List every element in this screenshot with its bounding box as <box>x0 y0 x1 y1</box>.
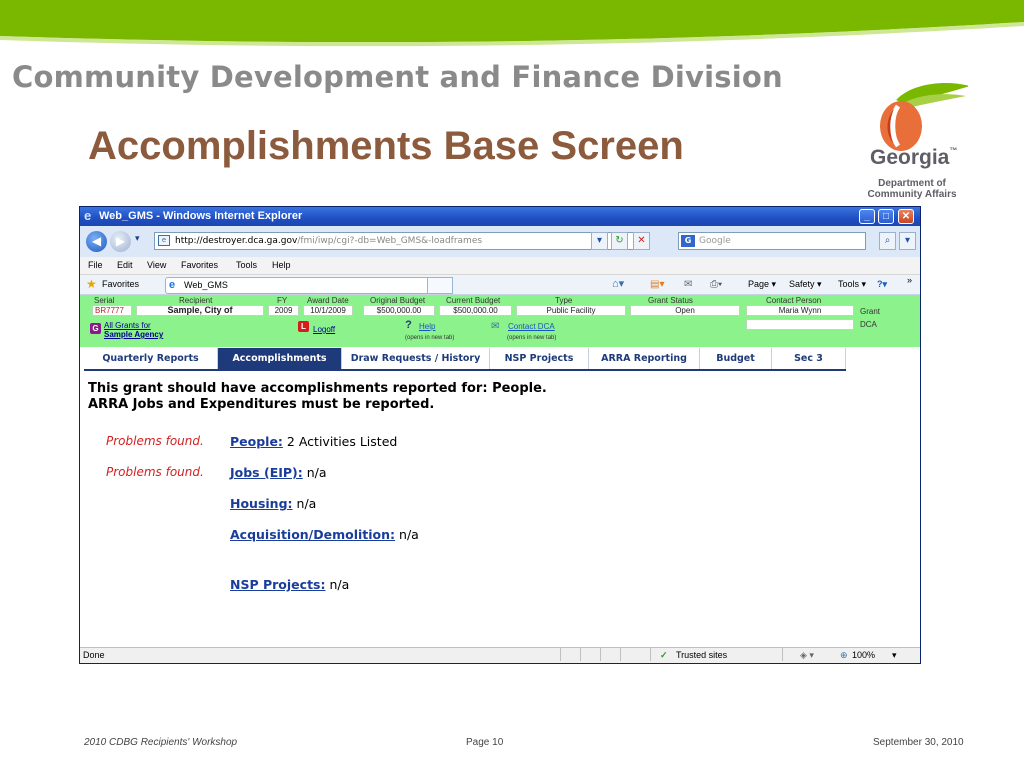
green-swoosh-banner <box>0 0 1024 60</box>
slide-title: Accomplishments Base Screen <box>88 124 684 168</box>
back-arrow-icon[interactable]: ◀ <box>86 231 107 252</box>
row-housing <box>230 496 316 511</box>
help-icon[interactable]: ?▾ <box>877 279 888 289</box>
zoom-level[interactable]: 100% <box>852 650 876 660</box>
window-title: Web_GMS - Windows Internet Explorer <box>99 210 303 222</box>
page-icon: e <box>158 235 170 246</box>
mail-icon[interactable]: ✉ <box>684 279 693 290</box>
search-icon[interactable]: ⌕ <box>879 232 896 250</box>
search-input[interactable] <box>678 232 866 250</box>
contact-dca-link[interactable]: Contact DCA <box>508 322 555 331</box>
logo-wordmark <box>870 146 957 170</box>
tab-accomplishments[interactable]: Accomplishments <box>218 348 342 369</box>
menu-edit[interactable]: Edit <box>117 260 133 270</box>
header-fy: FY <box>277 296 288 305</box>
search-placeholder: Google <box>699 236 731 246</box>
logoff-icon[interactable]: L <box>298 321 309 332</box>
people-value: 2 Activities Listed <box>286 434 398 449</box>
ie-logo-icon: e <box>84 208 92 223</box>
menu-help[interactable]: Help <box>272 260 291 270</box>
tab-strip <box>80 347 920 370</box>
all-grants-link-line1[interactable]: All Grants for <box>104 321 151 330</box>
browser-tab[interactable] <box>165 277 453 294</box>
address-input[interactable] <box>154 232 646 250</box>
favorites-button[interactable]: Favorites <box>102 279 140 289</box>
logoff-link[interactable]: Logoff <box>313 325 336 334</box>
original-budget-field: $500,000.00 <box>363 305 435 316</box>
footer-workshop: 2010 CDBG Recipients' Workshop <box>84 737 238 748</box>
ie-browser-window <box>79 206 921 664</box>
home-icon[interactable]: ⌂▾ <box>612 278 625 290</box>
status-divider <box>620 648 621 661</box>
tab-sec3[interactable]: Sec 3 <box>772 348 846 369</box>
envelope-icon: ✉ <box>491 321 500 332</box>
contact-extra-field <box>746 319 854 330</box>
history-dropdown-icon[interactable]: ▾ <box>135 234 140 244</box>
accomplishments-content <box>80 371 920 647</box>
forward-arrow-icon[interactable]: ▶ <box>110 231 131 252</box>
menu-bar <box>80 257 920 275</box>
safety-menu[interactable]: Safety ▾ <box>789 279 822 289</box>
contact-person-field: Maria Wynn <box>746 305 854 316</box>
logo-word-text: Georgia <box>870 146 950 169</box>
grant-info-panel <box>80 295 920 347</box>
tools-menu[interactable]: Tools ▾ <box>838 279 867 289</box>
acquisition-demolition-link[interactable]: Acquisition/Demolition: <box>230 527 396 542</box>
status-bar <box>80 647 920 663</box>
housing-link[interactable]: Housing: <box>230 496 293 511</box>
browser-tab-label: Web_GMS <box>184 280 228 290</box>
tab-nsp-projects[interactable]: NSP Projects <box>490 348 589 369</box>
nsp-projects-link[interactable]: NSP Projects: <box>230 577 326 592</box>
zoom-dropdown-icon[interactable]: ▾ <box>892 650 897 660</box>
zoom-icon[interactable]: ⊕ <box>840 650 848 660</box>
logo-department <box>860 178 964 200</box>
stop-icon[interactable]: ✕ <box>633 232 650 250</box>
row-acquisition <box>230 527 419 542</box>
url-domain: http://destroyer.dca.ga.gov <box>175 236 298 246</box>
print-icon[interactable]: ⎙▾ <box>710 279 723 290</box>
tab-budget[interactable]: Budget <box>700 348 772 369</box>
header-serial: Serial <box>94 296 115 305</box>
menu-favorites[interactable]: Favorites <box>181 260 219 270</box>
header-original-budget: Original Budget <box>370 296 426 305</box>
favorites-bar <box>80 275 920 295</box>
message-line2: ARRA Jobs and Expenditures must be reported. <box>88 397 435 412</box>
problem-label-people: Problems found. <box>106 434 204 448</box>
all-grants-link-line2[interactable]: Sample Agency <box>104 330 164 339</box>
footer-page: Page 10 <box>466 737 504 748</box>
new-tab-button[interactable] <box>427 277 453 294</box>
fy-field: 2009 <box>268 305 299 316</box>
protected-mode-icon[interactable]: ◈ ▾ <box>800 650 814 660</box>
status-text: Done <box>83 650 105 660</box>
tab-quarterly-reports[interactable]: Quarterly Reports <box>84 348 218 369</box>
people-link[interactable]: People: <box>230 434 283 449</box>
window-titlebar[interactable] <box>80 207 920 226</box>
row-people <box>230 434 397 449</box>
accomplishments-message <box>88 381 547 413</box>
footer-date: September 30, 2010 <box>873 737 964 748</box>
message-line1: This grant should have accomplishments reported for: People. <box>88 381 547 396</box>
security-zone[interactable]: Trusted sites <box>676 650 728 660</box>
status-divider <box>580 648 581 661</box>
page-menu[interactable]: Page ▾ <box>748 279 777 289</box>
minimize-button[interactable]: _ <box>859 209 875 224</box>
status-divider <box>650 648 651 661</box>
menu-file[interactable]: File <box>88 260 103 270</box>
favorites-star-icon[interactable]: ★ <box>86 277 97 291</box>
logo-tm: ™ <box>949 146 958 155</box>
chevron-more-icon[interactable]: » <box>907 275 913 285</box>
feeds-icon[interactable]: ▤▾ <box>650 279 665 290</box>
close-window-button[interactable]: ✕ <box>898 209 914 224</box>
tab-draw-requests[interactable]: Draw Requests / History <box>342 348 490 369</box>
url-path: /fmi/iwp/cgi?-db=Web_GMS&-loadframes <box>297 236 483 246</box>
help-question-icon: ? <box>405 319 412 331</box>
grant-status-field: Open <box>630 305 740 316</box>
header-award-date: Award Date <box>307 296 349 305</box>
address-dropdown-icon[interactable]: ▾ <box>591 232 608 250</box>
menu-view[interactable]: View <box>147 260 167 270</box>
contact-subtext: (opens in new tab) <box>507 335 557 341</box>
google-icon: G <box>681 235 695 247</box>
logo-dept-line2: Community Affairs <box>867 189 957 200</box>
division-heading: Community Development and Finance Division <box>12 60 783 94</box>
header-current-budget: Current Budget <box>446 296 501 305</box>
menu-tools[interactable]: Tools <box>236 260 258 270</box>
acquisition-value: n/a <box>399 527 419 542</box>
problem-label-jobs: Problems found. <box>106 465 204 479</box>
serial-field: BR7777 <box>92 305 132 316</box>
address-bar-row <box>80 226 920 257</box>
status-divider <box>782 648 783 661</box>
row-jobs <box>230 465 327 480</box>
header-contact-person: Contact Person <box>766 296 822 305</box>
header-type: Type <box>555 296 573 305</box>
header-recipient: Recipient <box>179 296 213 305</box>
jobs-value: n/a <box>306 465 327 480</box>
jobs-eip-link[interactable]: Jobs (EIP): <box>230 465 303 480</box>
type-field: Public Facility <box>516 305 626 316</box>
trusted-check-icon: ✓ <box>660 650 668 660</box>
nsp-value: n/a <box>329 577 350 592</box>
help-subtext: (opens in new tab) <box>405 335 455 341</box>
help-link[interactable]: Help <box>419 322 436 331</box>
dca-side-label: DCA <box>860 320 877 329</box>
header-grant-status: Grant Status <box>648 296 693 305</box>
row-nsp-projects <box>230 577 349 592</box>
all-grants-icon[interactable]: G <box>90 323 101 334</box>
tab-arra-reporting[interactable]: ARRA Reporting <box>589 348 700 369</box>
award-date-field: 10/1/2009 <box>303 305 353 316</box>
housing-value: n/a <box>296 496 317 511</box>
grant-side-label: Grant <box>860 307 881 316</box>
maximize-button[interactable]: □ <box>878 209 894 224</box>
current-budget-field: $500,000.00 <box>439 305 512 316</box>
logo-dept-line1: Department of <box>878 178 946 189</box>
refresh-icon[interactable]: ↻ <box>611 232 628 250</box>
status-divider <box>600 648 601 661</box>
ie-tab-icon: e <box>169 279 176 291</box>
status-divider <box>560 648 561 661</box>
search-options-icon[interactable]: ▾ <box>899 232 916 250</box>
recipient-field: Sample, City of <box>136 305 264 316</box>
